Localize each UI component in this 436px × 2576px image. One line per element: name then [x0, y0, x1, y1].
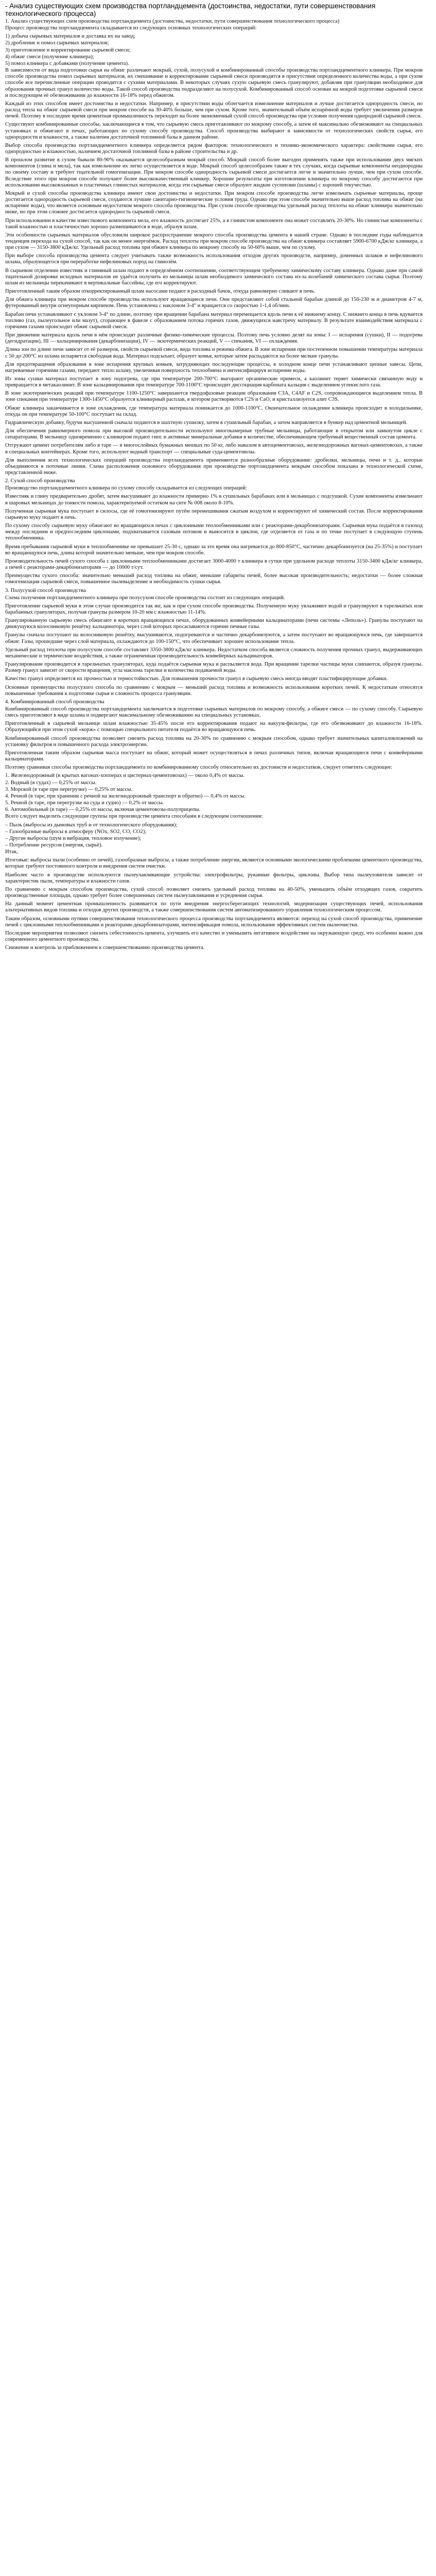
- paragraph: На данный момент цементная промышленность развивается по пути внедрения энергосберегающих технологий, модернизации существующих печей, использования альтернативных видов топлива и отходов других производств, а также совершенствования систем автоматизированного управления технологическим процессом.: [5, 901, 423, 913]
- paragraph: Таким образом, основными путями совершенствования технологического процесса производства портландцемента являются: переход на сухой способ производства, применение печей с циклонными теплообменниками и реакторами-декарбонизаторами, интенсификация помола, использование эффективных систем пылеочистки.: [5, 916, 423, 928]
- paragraph: В сырьевом отделении известняк и глиняный шлам подают в определённом соотношении, соответствующем требуемому химическому составу клинкера. Однако даже при самой тщательной дозировке исходных материалов не удаётся получить из мельницы шлам необходимого химического состава из-за колебаний химического состава сырья. Поэтому шлам из мельницы перекачивают в вертикальные бассейны, где его корректируют.: [5, 267, 423, 286]
- paragraph: При движении материала вдоль печи в нём происходят различные физико-химические процессы. Поэтому печь условно делят на зоны: I — испарения (сушки), II — подогрева (дегидратации), III — кальцинирования (декарбонизации), IV — экзотермических реакций, V — спекания, VI — охлаждения.: [5, 332, 423, 345]
- list-item: 1. Анализ существующих схем производства портландцемента (достоинства, недостатки, пути совершенствования технологического процесса): [5, 19, 340, 24]
- list-item: – Потребление ресурсов (энергия, сырьё).: [5, 842, 103, 848]
- list-item: 3. Морской (в таре при перегрузке) — 0,25% от массы.: [5, 786, 133, 792]
- paragraph: Производство портландцементного клинкера по сухому способу складывается из следующих операций:: [5, 485, 247, 492]
- paragraph: Итоговые: выбросы пыли (особенно от печей), газообразные выбросы, а также потребление энергии, являются основными экологическими проблемами цементного производства, которые требуют постоянного контроля и внедрения систем очистки.: [5, 857, 423, 870]
- paragraph: При выборе способа производства цемента следует учитывать также возможность использования отходов других производств, например, доменных шлаков и нефелинового шлама, образующегося при переработке нефелиновых пород на глинозём.: [5, 253, 423, 265]
- paragraph: В зоне экзотермических реакций при температуре 1100-1250°С завершаются твердофазовые реакции образования C3A, C4AF и C2S, сопровождающиеся выделением тепла. В зоне спекания при температуре 1300-1450°С образуется клинкерный расплав, в котором растворяются C2S и CaO, и кристаллизуется алит C3S.: [5, 391, 423, 403]
- paragraph: Барабан печи устанавливают с уклоном 3-4° по длине, поэтому при вращении барабана материал перемещается вдоль печи к её нижнему концу. С нижнего конца в печь вдувается топливо (газ, пылеугольное или мазут), сгорающее в факеле с образованием потока горячих газов, движущихся навстречу материалу. В результате взаимодействия материала с горячими газами происходит обжиг сырьевой смеси.: [5, 311, 423, 330]
- paragraph: Снижение и контроль за приближением к совершенствованию производства цемента.: [5, 945, 205, 951]
- paragraph: Комбинированный способ производства позволяет снизить расход топлива на 20-30% по сравнению с мокрым способом, однако требует значительных капиталовложений на установку фильтров и повышенного расхода электроэнергии.: [5, 735, 423, 748]
- paragraph: Производительность печей сухого способа с циклонными теплообменниками достигает 3000-4000 т клинкера в сутки при удельном расходе теплоты 3150-3400 кДж/кг клинкера, а печей с реакторами-декарбонизаторами — до 10000 т/сут.: [5, 558, 423, 571]
- paragraph: Из зоны сушки материал поступает в зону подогрева, где при температуре 200-700°С выгорают органические примеси, а каолинит теряет химически связанную воду и превращается в метакаолинит. В зоне кальцинирования при температуре 700-1100°С происходит диссоциация карбоната кальция с выделением углекислого газа.: [5, 376, 423, 388]
- paragraph: Приготовление сырьевой муки в этом случае производится так же, как и при сухом способе производства. Полученную муку увлажняют водой и гранулируют в тарельчатых или барабанных грануляторах, получая гранулы размером 10-20 мм с влажностью 11-14%.: [5, 603, 423, 615]
- paragraph: Для обеспечения равномерного помола при высокой производительности используют многокамерные трубные мельницы, работающие в открытом или замкнутом цикле с сепараторами. В мельницу одновременно с клинкером подают гипс и активные минеральные добавки в количестве, обеспечивающем требуемый вещественный состав цемента.: [5, 428, 423, 440]
- paragraph: Обжиг клинкера заканчивается в зоне охлаждения, где температура материала понижается до 1000-1100°С. Окончательное охлаждение клинкера происходит в холодильнике, откуда он при температуре 50-100°С поступает на склад.: [5, 405, 423, 417]
- paragraph: По сухому способу сырьевую муку обжигают во вращающихся печах с циклонными теплообменниками или с реакторами-декарбонизаторами. Сырьевая мука подаётся в газоход между последним и предпоследним циклонами, подхватывается газовым потоком и выносится в циклон, где отделяется от газа и по течке поступает в следующую ступень теплообменника.: [5, 523, 423, 541]
- document-title: - Анализ существующих схем производства портландцемента (достоинства, недостатки, пути совершенствования технологического процесса): [5, 2, 376, 18]
- paragraph: Отгружают цемент потребителям либо в таре — в многослойных бумажных мешках по 50 кг, либо навалом в автоцементовозах, железнодорожных вагонах-цементовозах, а также в специальных контейнерах. Кроме того, используют водный транспорт — специальные суда-цементовозы.: [5, 443, 423, 455]
- list-item: 4) обжиг смеси (получение клинкера);: [5, 54, 94, 60]
- paragraph: Мокрый и сухой способы производства клинкера имеют свои достоинства и недостатки. При мокром способе производства легче измельчать сырьевые материалы, проще достигается однородность сырьевой смеси, создаются лучшие санитарно-гигиенические условия труда. Однако при этом способе значительно выше расход топлива на обжиг (на испарение воды), что является основным недостатком мокрого способа производства. При сухом способе производства удельный расход теплоты на обжиг клинкера значительно ниже, но при этом сложнее достигается однородность сырьевой смеси.: [5, 190, 423, 215]
- paragraph: Поэтому сравнивая способы производства портландцемента по комбинированному способу относительно их достоинств и недостатков, следует отметить следующее:: [5, 765, 393, 771]
- paragraph: Качество гранул определяется их прочностью и термостойкостью. Для повышения прочности гранул в сырьевую смесь иногда вводят пластифицирующие добавки.: [5, 676, 388, 682]
- paragraph: По сравнению с мокрым способом производства, сухой способ позволяет снизить удельный расход топлива на 40-50%, уменьшить объём отходящих газов, сократить производственные площади, однако требует более совершенных систем пылеулавливания и усреднения сырья.: [5, 886, 423, 899]
- paragraph: Длина зон по длине печи зависит от её размеров, свойств сырьевой смеси, вида топлива и режима обжига. В зоне испарения при постепенном повышении температуры материала с 50 до 200°С из шлама испаряется свободная вода. Материал подсыхает, образует комья, которые затем распадаются на более мелкие гранулы.: [5, 347, 423, 359]
- paragraph: Выбор способа производства портландцементного клинкера определяется рядом факторов: технологического и технико-экономического характера: свойствами сырья, его однородностью и влажностью, наличием достаточной топливной базы в районе строительства и др.: [5, 142, 423, 155]
- list-item: 1) добыча сырьевых материалов и доставка их на завод;: [5, 33, 135, 40]
- paragraph: Основные преимущества полусухого способа по сравнению с мокрым — меньший расход топлива и возможность использования коротких печей. К недостаткам относятся повышенные требования к подготовке сырья и сложность процесса грануляции.: [5, 684, 423, 697]
- paragraph: Итак,: [5, 849, 18, 855]
- paragraph: Для предотвращения образования в зоне испарения крупных комьев, затрудняющих последующие процессы, в холодном конце печи устанавливают цепные завесы. Цепи, нагреваемые горячими газами, передают тепло шламу, увеличивая поверхность теплообмена и интенсифицируя испарение воды.: [5, 361, 423, 374]
- paragraph: Удельный расход теплоты при полусухом способе составляет 3350-3800 кДж/кг клинкера. Недостатком способа является сложность получения прочных гранул, выдерживающих механические и термические воздействия, а также ограниченная производительность конвейерных кальцинаторов.: [5, 647, 423, 659]
- list-item: 1. Железнодорожный (в крытых вагонах-хопперах и цистернах-цементовозах) — около 0,4% от массы.: [5, 773, 245, 779]
- paragraph: При использовании в качестве известкового компонента мела, его влажность достигает 25%, а в глинистом компоненте она может составлять 20-30%. Но глинистые компоненты с такой влажностью и пластичностью хорошо размешиваются в воде, образуя шлам.: [5, 217, 423, 230]
- paragraph: Приготовленная таким образом сырьевая масса поступает на обжиг, который может осуществляться в печах различных типов, включая вращающиеся печи с конвейерными кальцинаторами.: [5, 750, 423, 762]
- paragraph: Гидравлическую добавку, будучи высушенной сначала подаются в шахтную сушилку, затем в сушильный барабан, а затем направляется в бункер над цементной мельницей.: [5, 419, 408, 426]
- paragraph: Существуют комбинированные способы, заключающиеся в том, что сырьевую смесь приготавливают по мокрому способу, а затем её максимально обезвоживают на специальных установках и обжигают в печах, работающих по сухому способу производства. Способ производства выбирают в зависимости от технологических свойств сырья, его однородности и влажности, а также наличия достаточной топливной базы в данном районе.: [5, 122, 423, 140]
- paragraph: Известняк и глину предварительно дробят, затем высушивают до влажности примерно 1% в сушильных барабанах или в мельницах с подсушкой. Сухие компоненты измельчают в шаровых мельницах до тонкости помола, характеризуемой остатком на сите № 008 около 8-10%.: [5, 494, 423, 506]
- list-item: – Пыль (выбросы из дымовых труб и от технологического оборудования);: [5, 822, 178, 828]
- paragraph: Всего следует выделить следующие группы при производстве цемента способами в следующем соотношении:: [5, 814, 263, 820]
- paragraph: Гранулирование производится в тарельчатых грануляторах, куда подаётся сырьевая мука и распыляется вода. При вращении тарелки частицы муки слипаются, образуя гранулы. Размер гранул зависит от скорости вращения, угла наклона тарелки и количества подаваемой воды.: [5, 662, 423, 674]
- list-item: 4. Речной (в таре, при хранении с речной на железнодорожный транспорт и обратно) — 0,4% от массы.: [5, 793, 246, 799]
- list-item: 2. Водный (в судах) — 0,25% от массы.: [5, 779, 97, 786]
- paragraph: Приготовленный таким образом откорректированный шлам насосами подают в расходный бачок, откуда равномерно сливают в печь.: [5, 289, 316, 295]
- list-item: – Газообразные выбросы в атмосферу (NOx, SO2, CO, CO2);: [5, 828, 147, 835]
- paragraph: Время пребывания сырьевой муки в теплообменнике не превышает 25-30 с, однако за это время она нагревается до 800-850°С, частично декарбонизуется (на 25-35%) и поступает во вращающуюся печь, длина которой значительно меньше, чем при мокром способе.: [5, 544, 423, 556]
- paragraph: Последние мероприятия позволяют снизить себестоимость цемента, улучшить его качество и уменьшить негативное воздействие на окружающую среду, что особенно важно для современного цементного производства.: [5, 930, 423, 942]
- paragraph: Каждый из этих способов имеет достоинства и недостатки. Например, в присутствии воды облегчается измельчение материалов и лучше достигается однородность смеси, но расход тепла на обжиг сырьевой смеси при мокром способе на 30-40% больше, чем при сухом. Кроме того, значительный объём испарённой воды требует увеличения размеров печей. Поэтому в последнее время цементная промышленность переходит на более экономичный сухой способ производства при условии получения однородной сырьевой смеси.: [5, 100, 423, 120]
- list-item: 5) помол клинкера с добавками (получение цемента).: [5, 60, 129, 66]
- paragraph: Наиболее часто в производстве используются пылеулавливающие устройства: электрофильтры, рукавные фильтры, циклоны. Выбор типа пылеуловителя зависит от характеристик пыли, температуры и влажности газов.: [5, 872, 423, 884]
- paragraph: Для выполнения всех технологических операций производства портландцемента применяются разнообразные оборудование: дробилки, мельницы, печи и т. д., которые объединяются в поточные линии. Схема расположения основного оборудования при производстве портландцемента мокрым способом показана в технологической схеме, представленной ниже.: [5, 457, 423, 476]
- list-item: 2) дробление и помол сырьевых материалов;: [5, 40, 109, 46]
- document-body: [5, 19, 423, 951]
- section-heading: 3. Полусухой способ производства: [5, 587, 86, 594]
- list-item: 3) приготовление и корректирование сырьевой смеси;: [5, 47, 131, 53]
- paragraph: Приготовленный в сырьевой мельнице шлам влажностью 35-45% после его корректирования подают на вакуум-фильтры, где его обезвоживают до влажности 16-18%. Образующийся при этом сухой «корж» с помощью специального питателя подаётся во вращающуюся печь.: [5, 721, 423, 733]
- paragraph: Эти особенности сырьевых материалов обусловили широкое распространение мокрого способа производства цемента в нашей стране. Однако в последние годы наблюдается тенденция перехода на сухой способ, так как он менее энергоёмок. Расход теплоты при мокром способе производства на обжиг клинкера составляет 5900-6700 кДж/кг клинкера, а при сухом — 3150-3800 кДж/кг. Удельный расход топлива при обжиге клинкера по мокрому способу на 50-60% выше, чем по сухому.: [5, 232, 423, 251]
- paragraph: Гранулированную сырьевую смесь обжигают в коротких вращающихся печах, оборудованных конвейерными кальцинаторами (печи системы «Леполь»). Гранулы поступают на движущуюся колосниковую решётку кальцинатора, через слой которых просасываются горячие печные газы.: [5, 618, 423, 630]
- list-item: 5. Речной (в таре, при перегрузке на суда и судно) — 0,2% от массы.: [5, 800, 164, 806]
- paragraph: Схема получения портландцементного клинкера при полусухом способе производства состоит из следующих операций.: [5, 595, 285, 601]
- paragraph: Гранулы сначала поступают на колосниковую решётку, высушиваются, подогреваются и частично декарбонизуются, а затем поступают во вращающуюся печь, где завершается обжиг. Газы, прошедшие через слой материала, охлаждаются до 100-150°С, что обеспечивает хорошее использование тепла.: [5, 632, 423, 645]
- paragraph: Для обжига клинкера при мокром способе производства используют вращающиеся печи. Они представляют собой стальной барабан длиной до 150-230 м и диаметром 4-7 м, футерованный внутри огнеупорным кирпичом. Печь установлена с наклоном 3-4° и вращается со скоростью 1-1,4 об/мин.: [5, 297, 423, 309]
- paragraph: Процесс производства портландцемента складывается из следующих основных технологических операций:: [5, 25, 257, 31]
- list-item: 6. Автомобильный (в таре) — 0,25% от массы, включая цементовозы-полуприцепы.: [5, 807, 201, 813]
- paragraph: Комбинированный способ производства портландцемента заключается в подготовке сырьевых материалов по мокрому способу, а обжиге смеси — по сухому способу. Сырьевую смесь приготовляют в виде шлама и подвергают максимальному обезвоживанию на специальных установках.: [5, 706, 423, 719]
- paragraph: В прошлом развитие в сухом бывали 80-90% оказывается целесообразным мокрый способ. Мокрый способ более выгоден применять также при использовании двух мягких компонентов (глина и мела), так как измельчение их легко осуществляется в воде. Мокрый способ целесообразен также в тех случаях, когда сырьевые компоненты неоднородны по своему составу и требуют тщательной гомогенизации. При мокром способе однородность сырьевой смеси достигается легче и значительно лучше, чем при сухом способе. Вследствие этого при мокром способе получают более высококачественный клинкер. Хорошие результаты при изготовлении клинкера по мокрому способу достигаются при использовании высоковлажных и пластичных глинистых материалов, когда эти сырьевые смеси образуют жидкие суспензии (шламы) с хорошей текучестью.: [5, 157, 423, 188]
- section-heading: 2. Сухой способ производства: [5, 478, 75, 484]
- paragraph: Полученная сырьевая мука поступает в силосы, где её гомогенизируют путём перемешивания сжатым воздухом и корректируют её химический состав. После корректирования сырьевую муку подают в печь.: [5, 508, 423, 520]
- paragraph: В зависимости от вида подготовки сырья на обжиг различают мокрый, сухой, полусухой и комбинированный способы производства портландцементного клинкера. При мокром способе производства помол сырьевых материалов, их смешивание и корректирование сырьевой смеси производятся в присутствии определенного количества воды, а при сухом способе все перечисленные операции проводятся с сухими материалами. В некоторых случаях сухую сырьевую смесь гранулируют, добавляя при грануляции необходимое для образования прочных гранул количество воды. Такой способ производства подразделяют на полусухой. Комбинированный способ основан на мокрой подготовке сырьевой смеси и последующем её обезвоживании до влажности 16-18% перед обжигом.: [5, 67, 423, 98]
- section-heading: 4. Комбинированный способ производства: [5, 699, 104, 705]
- paragraph: Преимущества сухого способа: значительно меньший расход топлива на обжиг, меньшие габариты печей, более высокая производительность; недостатки — более сложная гомогенизация сырьевой смеси, повышенное пылевыделение и необходимость сушки сырья.: [5, 573, 423, 585]
- list-item: – Другие выбросы (шум и вибрация, тепловое излучение);: [5, 835, 142, 841]
